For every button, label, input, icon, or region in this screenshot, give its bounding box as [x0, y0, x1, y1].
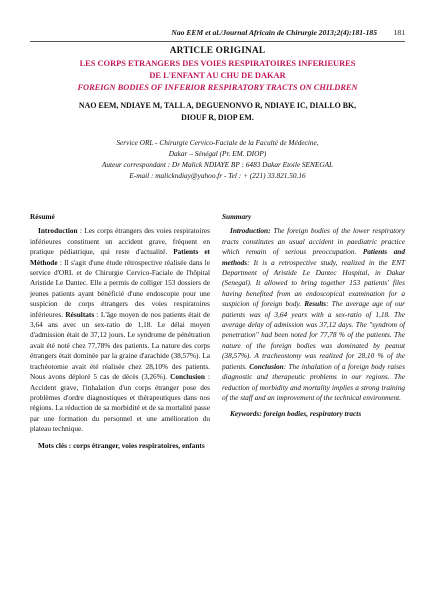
- summary-intro-label: Introduction:: [230, 226, 271, 236]
- summary-methods-label: Patients and methods: [222, 247, 405, 267]
- resume-intro-label: Introduction: [38, 226, 78, 236]
- page-number: 181: [393, 28, 405, 37]
- corresponding-author: Auteur correspondant : Dr Malick NDIAYE BP : 6483 Dakar Etoile SENEGAL: [101, 160, 334, 169]
- authors-line-1: NAO EEM, NDIAYE M, TALL A, DEGUENONVO R, NDIAYE IC, DIALLO BK,: [78, 101, 357, 110]
- resume-paragraph: [30, 226, 210, 434]
- resume-methods-label: Patients et Méthode: [30, 247, 210, 267]
- authors-line-2: DIOUF R, DIOP EM.: [181, 113, 254, 122]
- contact-line: E-mail : malickndiay@yahoo.fr - Tel : + (221) 33.821.50.16: [129, 171, 306, 180]
- resume-body: [30, 226, 210, 434]
- summary-methods-text: : It is a retrospective study, realized in the ENT Department of Aristide Le Dantec Hospital, in Dakar (Senegal). It allowed to bring together 153 patients' files having benefited from an endoscopical examination for a suspicion of foreign body.: [222, 257, 405, 309]
- summary-keywords-label: Keywords: [230, 409, 260, 419]
- resume-methods-text: : Il s'agit d'une étude rétrospective réalisée dans le service d'ORL et de Chirurgie Cervico-Faciale de l'hôpital Aristide Le Dantec. Elle a permis de colliger 153 dossiers de jeunes patients ayant bénéficié d'une endoscopie pour une suspicion de corps étrangers des voies respiratoires inférieures.: [30, 257, 210, 319]
- french-title-line-2: DE L'ENFANT AU CHU DE DAKAR: [149, 71, 286, 80]
- summary-results-text: : The average age of our patients was of 3,64 years with a sex-ratio of 1,18. The average delay of admission was 37,12 days. The "syndrom of penetration" had been noted for 77,78 % of the patients. The nature of the foreign bodies was dominated by peanut (38,57%). A tracheostomy was realized for 28,10 % of the patients.: [222, 299, 405, 371]
- summary-conclusion-text: : The inhalation of a foreign body raises diagnostic and therapeutic problems in our regions. The reduction of morbidity and mortality implies a strong training of the staff and an improvement of the technical environment.: [222, 361, 405, 402]
- affiliation-line-1: Service ORL - Chirurgie Cervico-Faciale de la Faculté de Médecine,: [116, 138, 319, 147]
- summary-conclusion-label: Conclusion: [249, 361, 284, 371]
- resume-keywords: [30, 441, 210, 451]
- summary-column: [222, 212, 405, 420]
- running-header: [30, 28, 405, 40]
- resume-results-label: Résultats: [65, 309, 95, 319]
- summary-results-label: Results: [304, 299, 327, 309]
- resume-conclusion-label: Conclusion: [170, 372, 205, 382]
- summary-paragraph: [222, 226, 405, 403]
- resume-results-text: : L'âge moyen de nos patients était de 3,64 ans avec un sex-ratio de 1,18. Le délai moyen d'admission était de 37,12 jours. Le syndrome de pénétration avait été noté chez 77,78% des patients. La nature des corps étrangers était dominée par la graine d'arachide (38,57%). La trachéotomie avait été réalisée chez 28,10% des patients. Nous avons déploré 5 cas de décès (3,26%).: [30, 309, 210, 382]
- resume-keywords-label: Mots clés: [38, 440, 67, 450]
- journal-citation: Nao EEM et al./Journal Africain de Chirurgie 2013;2(4):181-185: [171, 28, 377, 37]
- french-title-line-1: LES CORPS ETRANGERS DES VOIES RESPIRATOIRES INFERIEURES: [79, 59, 356, 68]
- summary-intro-text: The foreign bodies of the lower respiratory tracts constitutes an usual accident in paediatric practice which remain of serious preoccupation.: [222, 226, 405, 257]
- summary-keywords-text: : foreign bodies, respiratory tracts: [259, 409, 362, 419]
- english-title: FOREIGN BODIES OF INFERIOR RESPIRATORY TRACTS ON CHILDREN: [77, 83, 358, 92]
- resume-intro-text: : Les corps étrangers des voies respiratoires inférieures constituent un accident grave, fréquent en pratique pédiatrique, qui reste d'actualité.: [30, 226, 210, 257]
- header-rule: [30, 41, 405, 42]
- resume-keywords-text: : corps étranger, voies respiratoires, enfants: [66, 440, 205, 450]
- summary-body: [222, 226, 405, 403]
- summary-keywords: [222, 409, 405, 419]
- resume-column: [30, 212, 210, 451]
- resume-conclusion-text: : Accident grave, l'inhalation d'un corps étranger pose des problèmes d'ordre diagnostiques et thérapeutiques dans nos régions. La réduction de sa morbidité et de sa mortalité passe par une formation du personnel et une amélioration du plateau technique.: [30, 372, 210, 434]
- affiliation-line-2: Dakar – Sénégal (Pr. EM. DIOP): [168, 149, 267, 158]
- resume-heading: Résumé: [30, 212, 55, 221]
- summary-heading: Summary: [222, 212, 252, 221]
- article-type: ARTICLE ORIGINAL: [169, 46, 266, 56]
